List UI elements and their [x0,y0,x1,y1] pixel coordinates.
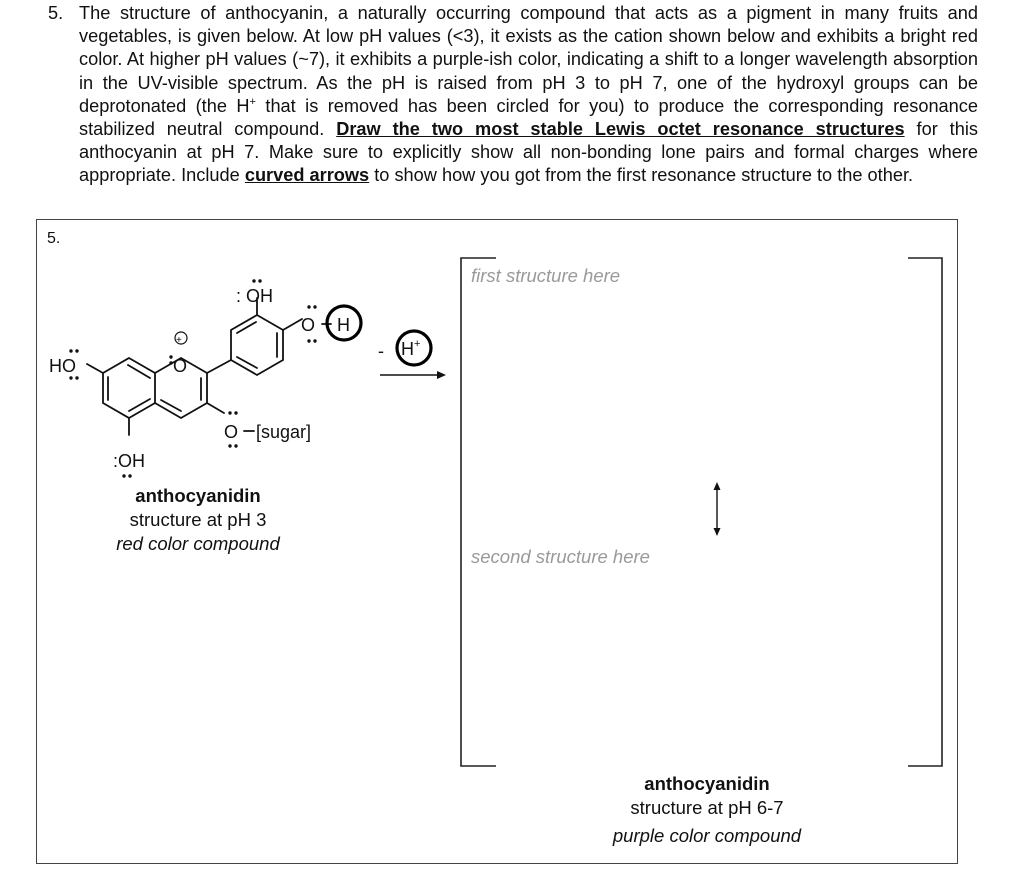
left-benzene-ring [103,358,155,418]
lone-pair-dot [313,305,316,308]
lone-pair-dot [75,349,78,352]
left-caption [73,484,323,556]
left-ring-double-bond [129,399,150,411]
right-caption-subtitle: structure at pH 6-7 [630,797,784,818]
question-sentence-2: that is removed has been circled for you) to produce the corresponding resonance stabilized neutral compound. [79,95,979,140]
question-prompt [48,2,978,188]
lone-pair-dot [122,474,125,477]
catechol-double-bond [237,357,257,368]
resonance-arrow-head-down [714,528,721,536]
catechol-ring [231,315,283,375]
question-sentence-3: for this anthocyanin at pH 7. Make sure to explicitly show all non-bonding lone pairs and formal charges where appropriate. Include [79,119,978,186]
bond-to-o-sugar [207,403,224,413]
question-text [79,2,978,188]
atom-label-top-oh: : OH [236,286,274,306]
reagent-superscript: + [414,338,421,350]
answer-box-number: 5. [47,230,61,247]
atom-label-sugar-oxygen: O [224,422,239,442]
bond-to-ho [87,364,103,373]
question-emphasis-curved-arrows: curved arrows [244,165,370,186]
second-structure-placeholder: second structure here [471,546,650,567]
atom-label-right-oxygen: O [301,315,316,335]
atom-label-ring-oxygen: O [173,356,188,376]
lone-pair-dot [128,474,131,477]
question-sentence-4: to show how you got from the first resonance structure to the other. [369,165,914,186]
atom-label-bottom-oh: :OH [113,451,146,471]
lone-pair-dot [252,279,255,282]
bond-to-o-right [283,319,302,330]
lone-pair-dot [234,411,237,414]
reagent-h: H [401,339,414,359]
substituent-sugar: [sugar] [256,422,312,442]
catechol-double-bond [237,322,256,333]
proton-superscript: + [249,95,256,108]
question-number: 5. [48,3,64,23]
lone-pair-dot [234,444,237,447]
right-bracket [908,258,942,766]
right-caption-title: anthocyanidin [644,773,770,794]
lone-pair-dot [69,349,72,352]
first-structure-placeholder: first structure here [471,265,621,286]
lone-pair-dot [307,305,310,308]
bond-to-phenyl [207,360,231,373]
left-caption-color: red color compound [116,533,280,554]
question-sentence-1: The structure of anthocyanin, a naturally occurring compound that acts as a pigment in many fruits and vegetables, is given below. At low pH values (<3), it exists as the cation shown below and exhibits a bright red color. At higher pH values (~7), it exhibits a purple-ish color, indicating a shift to a longer wavelength absorption in the UV-visible spectrum. As the pH is raised from pH 3 to pH 7, one of the hydroxyl groups can be deprotonated (the H [79,3,978,116]
answer-box [36,219,958,864]
lone-pair-dot [313,339,316,342]
lone-pair-dot [69,376,72,379]
lone-pair-dot [307,339,310,342]
left-caption-title: anthocyanidin [135,485,261,506]
lone-pair-dot [228,444,231,447]
reaction-arrow-head [437,371,446,379]
left-bracket [461,258,496,766]
lone-pair-dot [75,376,78,379]
right-caption [577,772,837,848]
atom-label-ho: HO [49,356,76,376]
pyrylium-double-bond [161,400,181,411]
question-emphasis-resonance: Draw the two most stable Lewis octet resonance structures [336,119,905,140]
formal-charge-plus: + [176,335,182,346]
right-caption-color: purple color compound [612,825,802,846]
reaction-minus-sign: - [378,341,384,361]
left-caption-subtitle: structure at pH 3 [129,509,267,530]
resonance-arrow-head-up [714,482,721,490]
lone-pair-dot [258,279,261,282]
lone-pair-dot [228,411,231,414]
atom-label-circled-h: H [337,315,350,335]
left-ring-double-bond [128,365,150,378]
